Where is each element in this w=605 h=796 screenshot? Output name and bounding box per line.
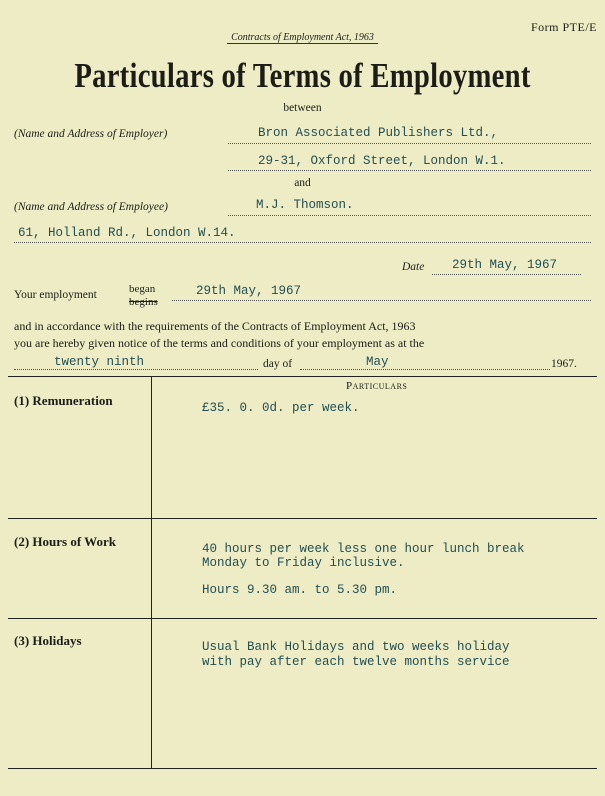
hours-line-2: Monday to Friday inclusive. bbox=[202, 556, 405, 570]
began-label: began bbox=[129, 283, 156, 295]
section-holidays-label: (3) Holidays bbox=[14, 633, 82, 648]
holidays-line-2: with pay after each twelve months service bbox=[202, 655, 510, 669]
date-line bbox=[432, 274, 581, 275]
form-code: Form PTE/E bbox=[530, 20, 597, 34]
start-date: 29th May, 1967 bbox=[196, 284, 302, 298]
employer-label: (Name and Address of Employer) bbox=[14, 128, 168, 140]
remuneration-line: £35. 0. 0d. per week. bbox=[202, 401, 360, 415]
holidays-line-1: Usual Bank Holidays and two weeks holiday bbox=[202, 640, 510, 654]
employment-prefix: Your employment bbox=[14, 289, 97, 301]
page-title: Particulars of Terms of Employment bbox=[74, 56, 531, 95]
section-divider-1 bbox=[8, 518, 597, 519]
month-line bbox=[300, 369, 550, 370]
and-label: and bbox=[294, 177, 311, 189]
employee-name-line bbox=[228, 215, 591, 216]
day-of-label: day of bbox=[263, 358, 293, 370]
employer-address: 29-31, Oxford Street, London W.1. bbox=[258, 154, 506, 168]
section-remuneration-label: (1) Remuneration bbox=[14, 393, 113, 408]
month-value: May bbox=[366, 355, 389, 369]
employee-address: 61, Holland Rd., London W.14. bbox=[18, 226, 236, 240]
hours-line-3: Hours 9.30 am. to 5.30 pm. bbox=[202, 583, 398, 597]
act-heading bbox=[0, 32, 605, 43]
day-value: twenty ninth bbox=[54, 355, 145, 369]
date-label: Date bbox=[402, 261, 425, 273]
employer-name: Bron Associated Publishers Ltd., bbox=[258, 126, 499, 140]
between-label: between bbox=[283, 102, 322, 114]
act-heading-text: Contracts of Employment Act, 1963 bbox=[227, 32, 378, 44]
day-line bbox=[14, 369, 258, 370]
employer-address-line bbox=[228, 170, 591, 171]
year-value: 1967. bbox=[551, 358, 577, 370]
particulars-header: Particulars bbox=[346, 380, 408, 392]
begins-label: begins bbox=[129, 296, 158, 308]
section-divider-2 bbox=[8, 618, 597, 619]
employer-name-line bbox=[228, 143, 591, 144]
date-value: 29th May, 1967 bbox=[452, 258, 558, 272]
table-column-divider bbox=[151, 377, 152, 769]
start-date-line bbox=[172, 300, 591, 301]
table-top-border bbox=[8, 376, 597, 377]
hours-line-1: 40 hours per week less one hour lunch break bbox=[202, 542, 525, 556]
notice-line-1: and in accordance with the requirements of the Contracts of Employment Act, 1963 bbox=[14, 319, 416, 333]
notice-line-2: you are hereby given notice of the terms and conditions of your employment as at the bbox=[14, 336, 425, 350]
employee-name: M.J. Thomson. bbox=[256, 198, 354, 212]
employee-label: (Name and Address of Employee) bbox=[14, 201, 168, 213]
section-hours-label: (2) Hours of Work bbox=[14, 534, 116, 549]
table-bottom-border bbox=[8, 768, 597, 769]
employee-address-line bbox=[14, 242, 591, 243]
